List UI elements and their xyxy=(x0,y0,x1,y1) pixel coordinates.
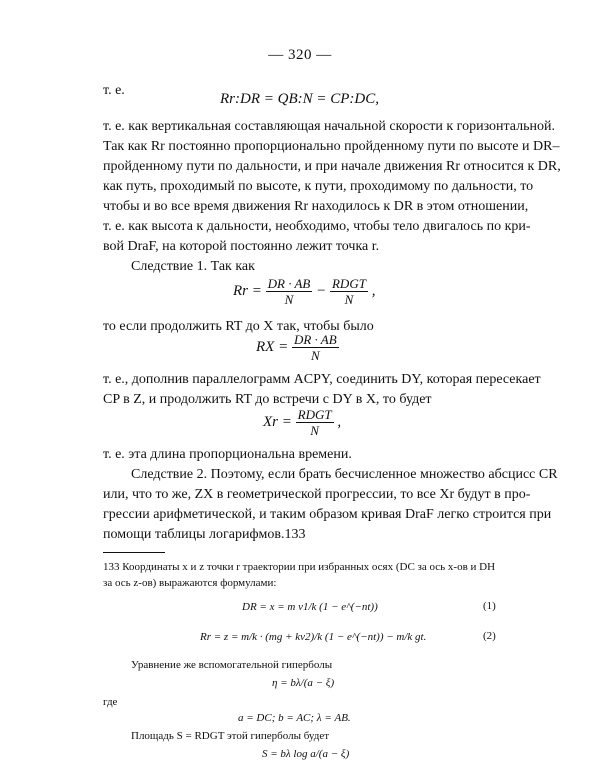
text-line: то если продолжить RT до X так, чтобы было xyxy=(103,319,374,334)
equation-number: (2) xyxy=(483,630,496,642)
footnote-rule xyxy=(103,552,165,553)
corollary-2-heading: Следствие 2. Поэтому, если брать бесчисленное множество абсцисс CR xyxy=(131,467,558,482)
page-number-header: — 320 — xyxy=(268,47,332,63)
comma: , xyxy=(371,282,376,299)
corollary-1-heading: Следствие 1. Так как xyxy=(131,259,255,274)
fraction-numerator: RDGT xyxy=(331,276,366,291)
text-line: грессии арифметической, и таким образом кривая DraF легко строится при xyxy=(103,507,552,522)
fraction-denominator: N xyxy=(310,423,319,438)
text-line: Так как Rr постоянно пропорционально пройденному пути по высоте и DR– xyxy=(103,139,560,154)
equation-xr xyxy=(263,407,341,438)
fraction-denominator: N xyxy=(310,348,320,363)
equation-proportion: Rr:DR = QB:N = CP:DC, xyxy=(220,91,379,107)
footnote-formula-5: S = bλ log a/(a − ξ) xyxy=(262,748,350,760)
footnote-formula-3: η = bλ/(a − ξ) xyxy=(272,677,335,689)
equation-rx xyxy=(256,332,339,363)
text-line: т. е. как высота к дальности, необходимо, чтобы тело двигалось по кри- xyxy=(103,219,531,234)
text-line: вой DraF, на которой постоянно лежит точка r. xyxy=(103,239,380,254)
footnote-line: Уравнение же вспомогательной гиперболы xyxy=(131,659,333,671)
eq-lhs: Xr = xyxy=(263,413,292,430)
text-line: помощи таблицы логарифмов.133 xyxy=(103,527,306,542)
equation-rr xyxy=(233,276,375,307)
fraction-denominator: N xyxy=(344,292,354,307)
text-line: чтобы и во все время движения Rr находилось к DR в этом отношении, xyxy=(103,199,529,214)
fraction xyxy=(292,332,339,363)
footnote-line: Площадь S = RDGT этой гиперболы будет xyxy=(131,730,330,742)
footnote-formula-2: Rr = z = m/k · (mg + kv2)/k (1 − e^(−nt)) − m/k gt. xyxy=(200,631,427,643)
text-line: как путь, проходимый по высоте, к пути, проходимому по дальности, то xyxy=(103,179,534,194)
eq-lhs: RX = xyxy=(256,338,289,355)
text-line: т. е. как вертикальная составляющая начальной скорости к горизонтальной. xyxy=(103,119,555,134)
fraction xyxy=(266,276,313,307)
minus-sign: − xyxy=(316,282,327,299)
fraction xyxy=(296,407,334,438)
fraction xyxy=(330,276,368,307)
comma: , xyxy=(337,413,342,430)
text-line: пройденному пути по дальности, и при начале движения Rr относится к DR, xyxy=(103,159,561,174)
equation-number: (1) xyxy=(483,600,496,612)
fraction-numerator: DR · AB xyxy=(267,276,311,291)
fraction-numerator: DR · AB xyxy=(293,332,337,347)
text-line: т. е. эта длина пропорциональна времени. xyxy=(103,447,352,462)
fraction-numerator: RDGT xyxy=(297,407,332,422)
footnote-line: за ось z-ов) выражаются формулами: xyxy=(103,577,277,589)
eq-lhs: Rr = xyxy=(233,282,262,299)
footnote-formula-1: DR = x = m v1/k (1 − e^(−nt)) xyxy=(242,601,378,613)
footnote-formula-4: a = DC; b = AC; λ = AB. xyxy=(238,712,351,724)
footnote-line: 133 Координаты x и z точки r траектории при избранных осях (DC за ось x-ов и DH xyxy=(103,561,496,573)
footnote-line: где xyxy=(103,696,118,708)
text-line: т. е. xyxy=(103,83,125,98)
text-line: CP в Z, и продолжить RT до встречи с DY в X, то будет xyxy=(103,392,432,407)
text-line: т. е., дополнив параллелограмм ACPY, соединить DY, которая пересекает xyxy=(103,372,541,387)
text-line: или, что то же, ZX в геометрической прогрессии, то все Xr будут в про- xyxy=(103,487,531,502)
fraction-denominator: N xyxy=(284,292,294,307)
